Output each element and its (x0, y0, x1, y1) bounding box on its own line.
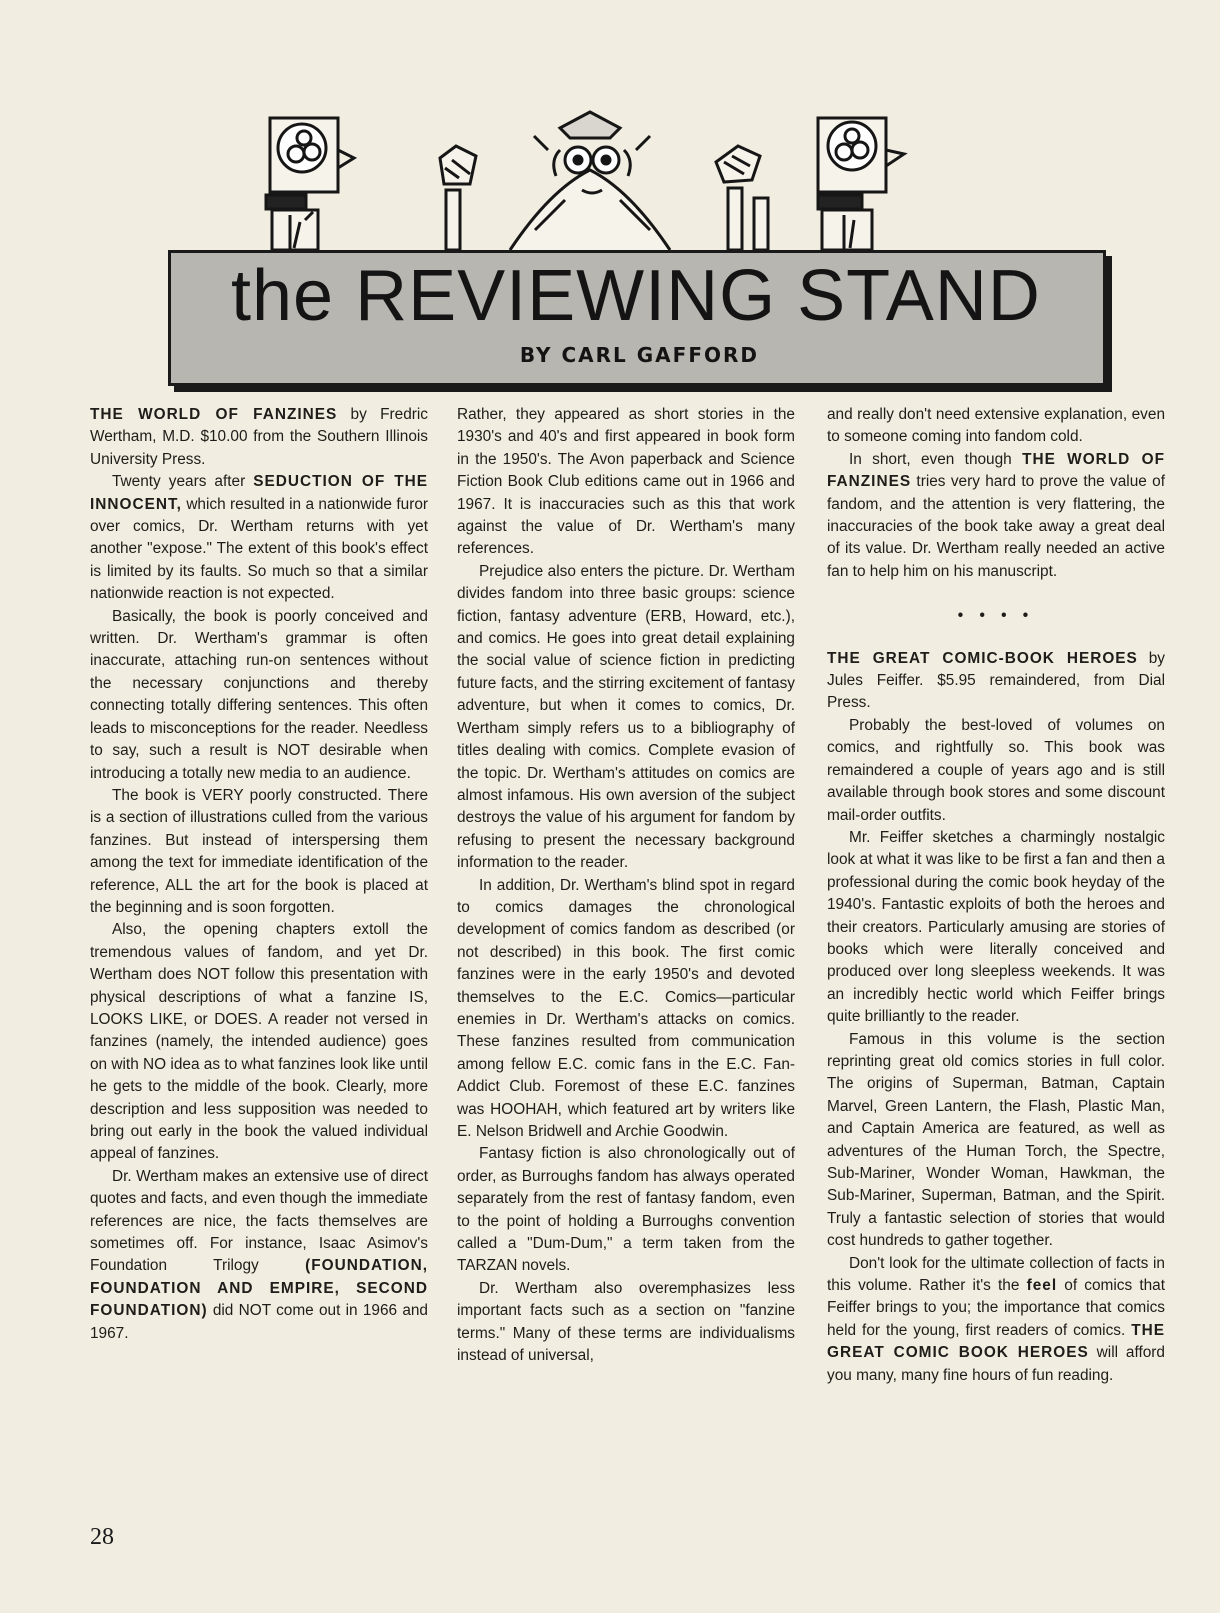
paragraph (90, 785, 428, 919)
paragraph (90, 606, 428, 785)
column-1 (90, 404, 428, 1345)
title-prefix: the (231, 256, 335, 336)
text-run: by Fredric Wertham, M.D. $10.00 from the Southern Illinois University Press. (90, 406, 428, 468)
column-2 (457, 404, 795, 1367)
paragraph (457, 561, 795, 875)
right-cup-figure-icon (716, 146, 768, 250)
text-run: Rather, they appeared as short stories in the 1930's and 40's and first appeared in book form in the 1950's. The Avon paperback and Science Fiction Book Club editions came out in 1966 and 1967. It is inaccuracies such as this that work against the value of Dr. Wertham's many references. (457, 406, 795, 558)
text-run: The book is VERY poorly constructed. There is a section of illustrations culled from the various fanzines. But instead of interspersing them among the text for immediate identification of the reference, ALL the art for the book is placed at the beginning and is soon forgotten. (90, 786, 428, 916)
paragraph (90, 919, 428, 1165)
text-run: and really don't need extensive explanation, even to someone coming into fandom cold. (827, 406, 1165, 446)
paragraph (827, 715, 1165, 827)
paragraph (90, 471, 428, 605)
bold-title: THE GREAT COMIC BOOK HEROES (827, 1321, 1165, 1362)
page-number: 28 (90, 1524, 114, 1550)
text-run: by Jules Feiffer. $5.95 remaindered, from Dial Press. (827, 649, 1165, 712)
right-robot-figure-icon (818, 118, 904, 250)
text-run: Probably the best-loved of volumes on comics, and rightfully so. This book was remaindered a couple of years ago and is still available through book stores and some discount mail-order outfits. (827, 716, 1165, 824)
left-cup-figure-icon (440, 146, 476, 250)
bold-title: (FOUNDATION, FOUNDATION AND EMPIRE, SECOND FOUNDATION) (90, 1257, 428, 1320)
text-run: which resulted in a nationwide furor over comics, Dr. Wertham returns with yet another "expose." The extent of this book's effect is limited by its faults. So much so that a similar nationwide reaction is not expected. (90, 495, 428, 603)
paragraph (827, 648, 1165, 715)
bold-title: THE WORLD OF FANZINES (827, 450, 1165, 491)
text-run: Famous in this volume is the section reprinting great old comics stories in full color. The origins of Superman, Batman, Captain Marvel, Green Lantern, the Flash, Plastic Man, and Captain America are featured, as well as adventures of the Human Torch, the Spectre, Sub-Mariner, Wonder Woman, Hawkman, the Sub-Mariner, Superman, Batman, and the Spirit. Truly a fantastic selection of stories that would cost hundreds to gather together. (827, 1030, 1165, 1250)
text-run: Mr. Feiffer sketches a charmingly nostalgic look at what it was like to be first a fan and then a professional during the comic book heyday of the 1940's. Fantastic exploits of both the heroes and their creators. Particularly amusing are stories of books which were literally conceived and produced over long sleepless weekends. It was an incredibly hectic world which Feiffer brings quite brilliantly to the reader. (827, 828, 1165, 1026)
center-goggles-figure-icon (510, 112, 670, 250)
text-run: Fantasy fiction is also chronologically out of order, as Burroughs fandom has always operated separately from the rest of fantasy fandom, even to the point of holding a Burroughs convention called a "Dum-Dum," a term taken from the TARZAN novels. (457, 1145, 795, 1275)
paragraph (457, 404, 795, 561)
text-run: In addition, Dr. Wertham's blind spot in regard to comics damages the chronological development of comics fandom as described (or not described) in this book. The first comic fanzines were in the early 1950's and devoted themselves to the E.C. Comics—particular enemies in Dr. Wertham's attacks on comics. These fanzines resulted from communication among fellow E.C. comic fans in the E.C. Fan-Addict Club. Foremost of these E.C. fanzines was HOOHAH, which featured art by writers like E. Nelson Bridwell and Archie Goodwin. (457, 876, 795, 1140)
text-run: of comics that Feiffer brings to you; the importance that comics held for the young, first readers of comics. (827, 1277, 1165, 1339)
text-run: tries very hard to prove the value of fandom, and the attention is very flattering, the inaccuracies of the book take away a great deal of its value. Dr. Wertham really needed an active fan to help him on his manuscript. (827, 473, 1165, 580)
byline: BY CARL GAFFORD (519, 343, 759, 367)
text-run: did NOT come out in 1966 and 1967. (90, 1302, 428, 1342)
text-run: Dr. Wertham makes an extensive use of direct quotes and facts, and even though the immediate references are nice, the facts themselves are sometimes off. For instance, Isaac Asimov's Foundation Trilogy (90, 1167, 428, 1275)
left-robot-figure-icon (266, 118, 354, 250)
paragraph (90, 404, 428, 471)
paragraph (457, 1143, 795, 1277)
bold-title: feel (1026, 1277, 1058, 1295)
text-run: Twenty years after (112, 473, 254, 491)
column-3-review-1-end (827, 404, 1165, 583)
text-run: will afford you many, many fine hours of fun reading. (827, 1344, 1165, 1384)
page-title (231, 255, 1091, 337)
section-separator: • • • • (957, 607, 1035, 625)
text-run: Prejudice also enters the picture. Dr. Wertham divides fandom into three basic groups: science fiction, fantasy adventure (ERB, Howard, etc.), and comics. He goes into great detail explaining the social value of science fiction in predicting future facts, and the stirring excitement of fantasy adventure, but when it comes to comics, Dr. Wertham simply refers us to a bibliography of titles dealing with comics. Complete evasion of the topic. Dr. Wertham's attitudes on comics are almost infamous. His own aversion of the subject destroys the value of his argument for fandom by refusing to present the necessary background information to the reader. (457, 562, 795, 872)
paragraph (827, 404, 1165, 449)
bold-title: THE WORLD OF FANZINES (90, 406, 338, 423)
text-run: Also, the opening chapters extoll the tremendous values of fandom, and yet Dr. Wertham does NOT follow this presentation with physical descriptions of what a fanzine IS, LOOKS LIKE, or DOES. A reader not versed in fanzines (namely, the intended audience) goes on with NO idea as to what fanzines look like until he gets to the middle of the book. Clearly, more description and less supposition was needed to bring out early in the book the valued individual appeal of fanzines. (90, 921, 428, 1163)
column-3 (827, 404, 1165, 1387)
bold-title: SEDUCTION OF THE INNOCENT, (90, 473, 428, 513)
bold-title: THE GREAT COMIC-BOOK HEROES (827, 649, 1138, 667)
column-3-review-2 (827, 648, 1165, 1387)
title-main: REVIEWING STAND (355, 256, 1041, 336)
paragraph (827, 1253, 1165, 1387)
text-run: Dr. Wertham also overemphasizes less important facts such as a section on "fanzine terms." Many of these terms are individualisms instead of universal, (457, 1279, 795, 1365)
text-run: Basically, the book is poorly conceived and written. Dr. Wertham's grammar is often inaccurate, attaching run-on sentences without the necessary conjunctions and thereby connecting totally differing sentences. This often leads to misconceptions for the reader. Needless to say, such a result is NOT desirable when introducing a totally new media to an audience. (90, 607, 428, 782)
paragraph (827, 827, 1165, 1029)
paragraph (457, 875, 795, 1144)
text-run: Don't look for the ultimate collection of facts in this volume. Rather it's the (827, 1254, 1165, 1295)
paragraph (827, 1029, 1165, 1253)
paragraph (90, 1166, 428, 1345)
paragraph (457, 1278, 795, 1368)
text-run: In short, even though (849, 450, 1023, 468)
title-banner (168, 250, 1106, 386)
paragraph (827, 449, 1165, 583)
